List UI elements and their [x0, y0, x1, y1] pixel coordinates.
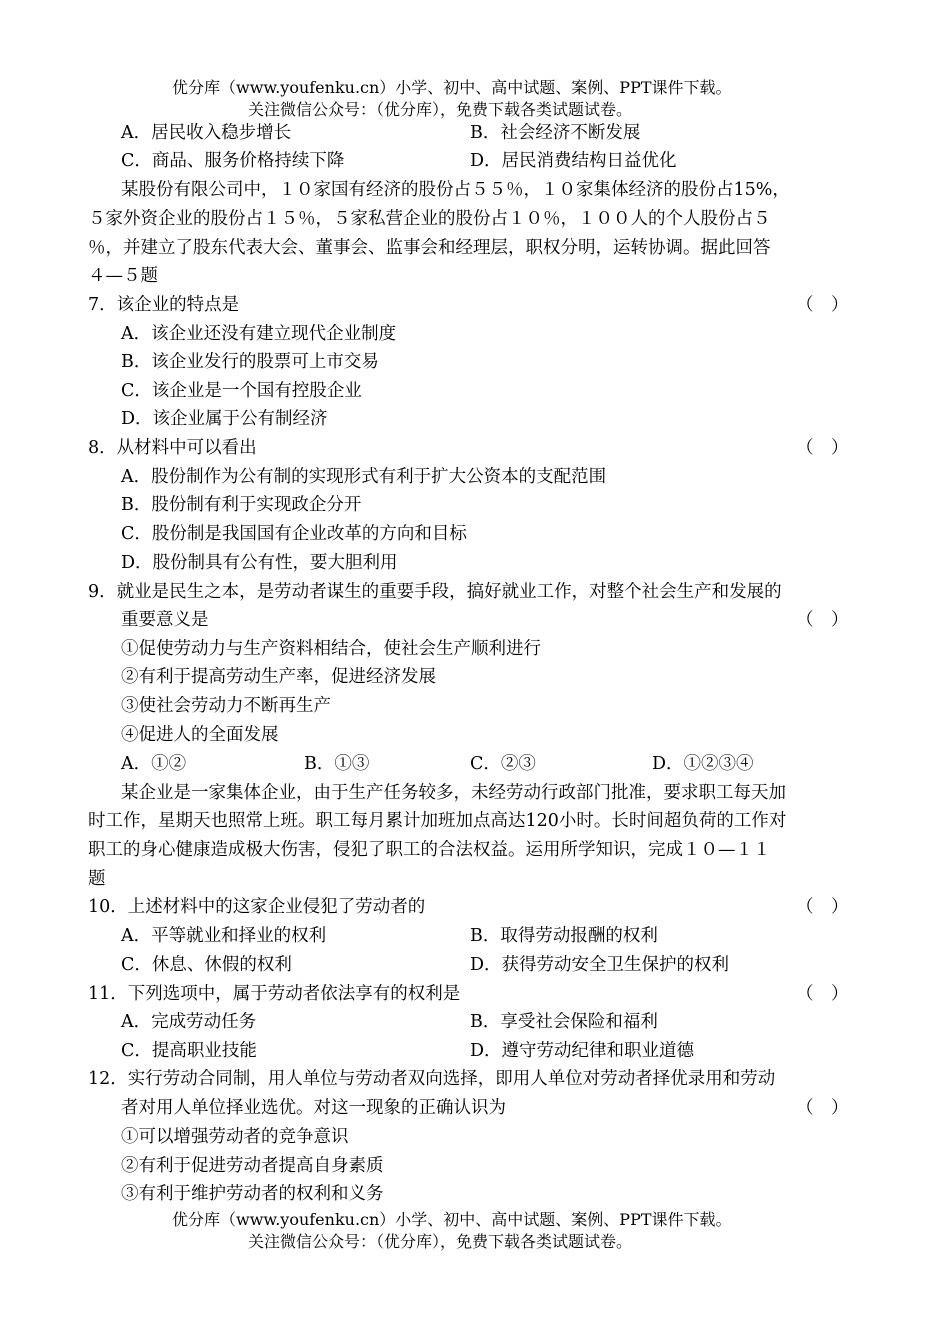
material1-line: ％，并建立了股东代表大会、董事会、监事会和经理层，职权分明，运转协调。据此回答	[88, 238, 771, 258]
material2-line: 时工作，星期天也照常上班。职工每月累计加班加点高达120小时。长时间超负荷的工作对	[88, 811, 787, 831]
q10-option-d: D．获得劳动安全卫生保护的权利	[470, 955, 730, 975]
q10-option-a: A．平等就业和择业的权利	[121, 926, 327, 946]
q9-item: ②有利于提高劳动生产率，促进经济发展	[121, 667, 436, 687]
q8-option-d: D．股份制具有公有性，要大胆利用	[121, 553, 398, 573]
answer-blank: （ ）	[796, 295, 849, 315]
q10-stem: 10．上述材料中的这家企业侵犯了劳动者的	[88, 897, 426, 917]
q8-option-b: B．股份制有利于实现政企分开	[121, 495, 362, 515]
prev-option-b: B．社会经济不断发展	[470, 123, 641, 143]
q9-item: ④促进人的全面发展	[121, 725, 279, 745]
answer-blank: （ ）	[796, 610, 849, 630]
q7-option-c: C．该企业是一个国有控股企业	[121, 381, 362, 401]
footer-line-1: 优分库（www.youfenku.cn）小学、初中、高中试题、案例、PPT课件下载。	[172, 1210, 732, 1229]
q7-option-d: D．该企业属于公有制经济	[121, 409, 328, 429]
material2-line: 题	[88, 869, 106, 889]
material2-line: 职工的身心健康造成极大伤害，侵犯了职工的合法权益。运用所学知识，完成１０—１１	[88, 840, 771, 860]
material1-line: ４—５题	[88, 266, 158, 286]
q10-option-b: B．取得劳动报酬的权利	[470, 926, 658, 946]
q10-option-c: C．休息、休假的权利	[121, 955, 292, 975]
q9-stem: 9．就业是民生之本，是劳动者谋生的重要手段，搞好就业工作，对整个社会生产和发展的	[88, 582, 782, 602]
q9-option-a: A．①②	[121, 754, 187, 774]
q9-stem-cont: 重要意义是	[121, 610, 209, 630]
q11-stem: 11．下列选项中，属于劳动者依法享有的权利是	[88, 984, 461, 1004]
q7-option-a: A．该企业还没有建立现代企业制度	[121, 324, 397, 344]
prev-option-a: A．居民收入稳步增长	[121, 123, 292, 143]
prev-option-c: C．商品、服务价格持续下降	[121, 151, 345, 171]
answer-blank: （ ）	[796, 1098, 849, 1118]
q8-stem: 8．从材料中可以看出	[88, 438, 257, 458]
q8-option-a: A．股份制作为公有制的实现形式有利于扩大公资本的支配范围	[121, 467, 607, 487]
q9-item: ③使社会劳动力不断再生产	[121, 696, 331, 716]
prev-option-d: D．居民消费结构日益优化	[470, 151, 677, 171]
q11-option-d: D．遵守劳动纪律和职业道德	[470, 1041, 695, 1061]
q11-option-c: C．提高职业技能	[121, 1041, 257, 1061]
material1-line: ５家外资企业的股份占１５％，５家私营企业的股份占１０％，１００人的个人股份占５	[88, 209, 771, 229]
header-line-2: 关注微信公众号：（优分库），免费下载各类试题试卷。	[248, 100, 633, 119]
q12-stem-cont: 者对用人单位择业选优。对这一现象的正确认识为	[121, 1098, 506, 1118]
q12-stem: 12．实行劳动合同制，用人单位与劳动者双向选择，即用人单位对劳动者择优录用和劳动	[88, 1069, 776, 1089]
q12-item: ③有利于维护劳动者的权利和义务	[121, 1184, 384, 1204]
footer-line-2: 关注微信公众号：（优分库），免费下载各类试题试卷。	[248, 1232, 633, 1251]
q9-option-c: C．②③	[470, 754, 536, 774]
answer-blank: （ ）	[796, 438, 849, 458]
material2-line: 某企业是一家集体企业，由于生产任务较多，未经劳动行政部门批准，要求职工每天加	[121, 783, 786, 803]
q9-option-b: B．①③	[304, 754, 370, 774]
q11-option-b: B．享受社会保险和福利	[470, 1012, 658, 1032]
q7-option-b: B．该企业发行的股票可上市交易	[121, 352, 379, 372]
q11-option-a: A．完成劳动任务	[121, 1012, 257, 1032]
material1-line: 某股份有限公司中，１０家国有经济的股份占５５％，１０家集体经济的股份占15%，	[121, 180, 790, 200]
header-line-1: 优分库（www.youfenku.cn）小学、初中、高中试题、案例、PPT课件下载。	[172, 78, 732, 97]
q9-item: ①促使劳动力与生产资料相结合，使社会生产顺利进行	[121, 639, 541, 659]
q7-stem: 7．该企业的特点是	[88, 295, 240, 315]
q9-option-d: D．①②③④	[652, 754, 754, 774]
q12-item: ①可以增强劳动者的竞争意识	[121, 1127, 349, 1147]
answer-blank: （ ）	[796, 984, 849, 1004]
q8-option-c: C．股份制是我国国有企业改革的方向和目标	[121, 524, 467, 544]
answer-blank: （ ）	[796, 897, 849, 917]
q12-item: ②有利于促进劳动者提高自身素质	[121, 1156, 384, 1176]
